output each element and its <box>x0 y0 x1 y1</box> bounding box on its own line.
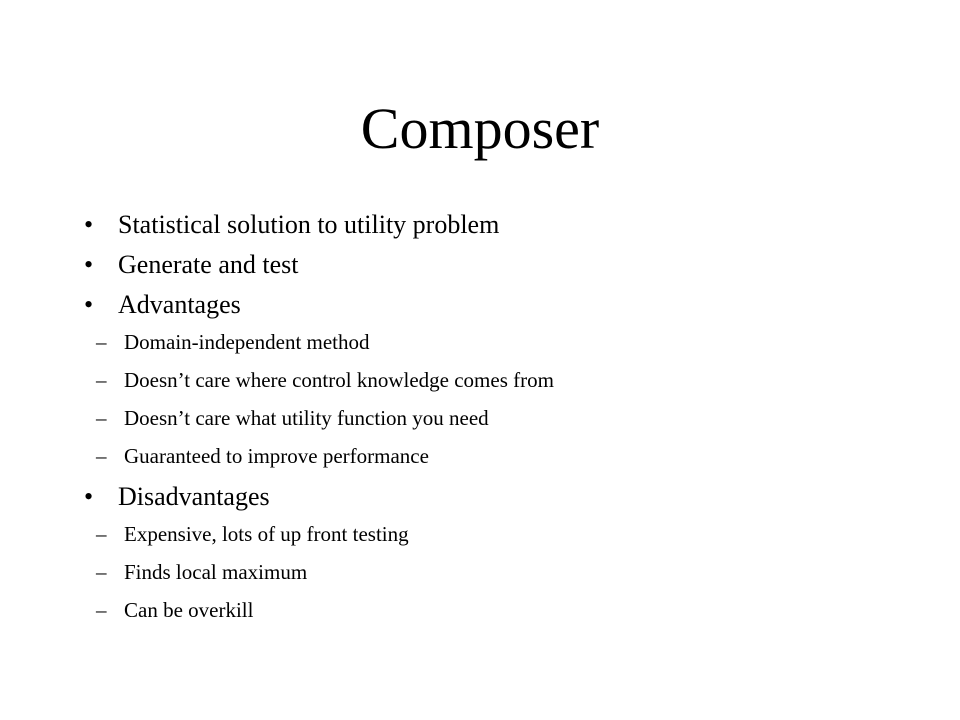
sub-bullet-list <box>84 329 934 470</box>
bullet-text: Generate and test <box>118 250 299 279</box>
bullet-icon: • <box>84 482 94 511</box>
sub-bullet-item <box>84 405 934 432</box>
bullet-item <box>84 249 934 281</box>
sub-list-container <box>84 521 934 624</box>
bullet-item <box>84 209 934 241</box>
bullet-item <box>84 481 934 513</box>
bullet-text: Advantages <box>118 290 241 319</box>
sub-bullet-text: Can be overkill <box>124 598 254 622</box>
sub-bullet-text: Guaranteed to improve performance <box>124 444 429 468</box>
dash-icon: – <box>96 330 107 354</box>
sub-bullet-item <box>84 559 934 586</box>
dash-icon: – <box>96 406 107 430</box>
sub-bullet-item <box>84 597 934 624</box>
bullet-icon: • <box>84 210 94 239</box>
sub-bullet-text: Domain-independent method <box>124 330 370 354</box>
dash-icon: – <box>96 598 107 622</box>
dash-icon: – <box>96 368 107 392</box>
dash-icon: – <box>96 560 107 584</box>
bullet-text: Statistical solution to utility problem <box>118 210 500 239</box>
bullet-item <box>84 289 934 321</box>
sub-list-container <box>84 329 934 470</box>
bullet-icon: • <box>84 290 94 319</box>
sub-bullet-item <box>84 443 934 470</box>
sub-bullet-text: Expensive, lots of up front testing <box>124 522 409 546</box>
sub-bullet-text: Doesn’t care where control knowledge comes from <box>124 368 554 392</box>
bullet-list <box>84 209 934 635</box>
bullet-text: Disadvantages <box>118 482 270 511</box>
slide-title: Composer <box>360 96 600 161</box>
sub-bullet-list <box>84 521 934 624</box>
dash-icon: – <box>96 522 107 546</box>
dash-icon: – <box>96 444 107 468</box>
bullet-icon: • <box>84 250 94 279</box>
sub-bullet-item <box>84 367 934 394</box>
sub-bullet-text: Doesn’t care what utility function you need <box>124 406 489 430</box>
sub-bullet-item <box>84 521 934 548</box>
sub-bullet-text: Finds local maximum <box>124 560 308 584</box>
sub-bullet-item <box>84 329 934 356</box>
